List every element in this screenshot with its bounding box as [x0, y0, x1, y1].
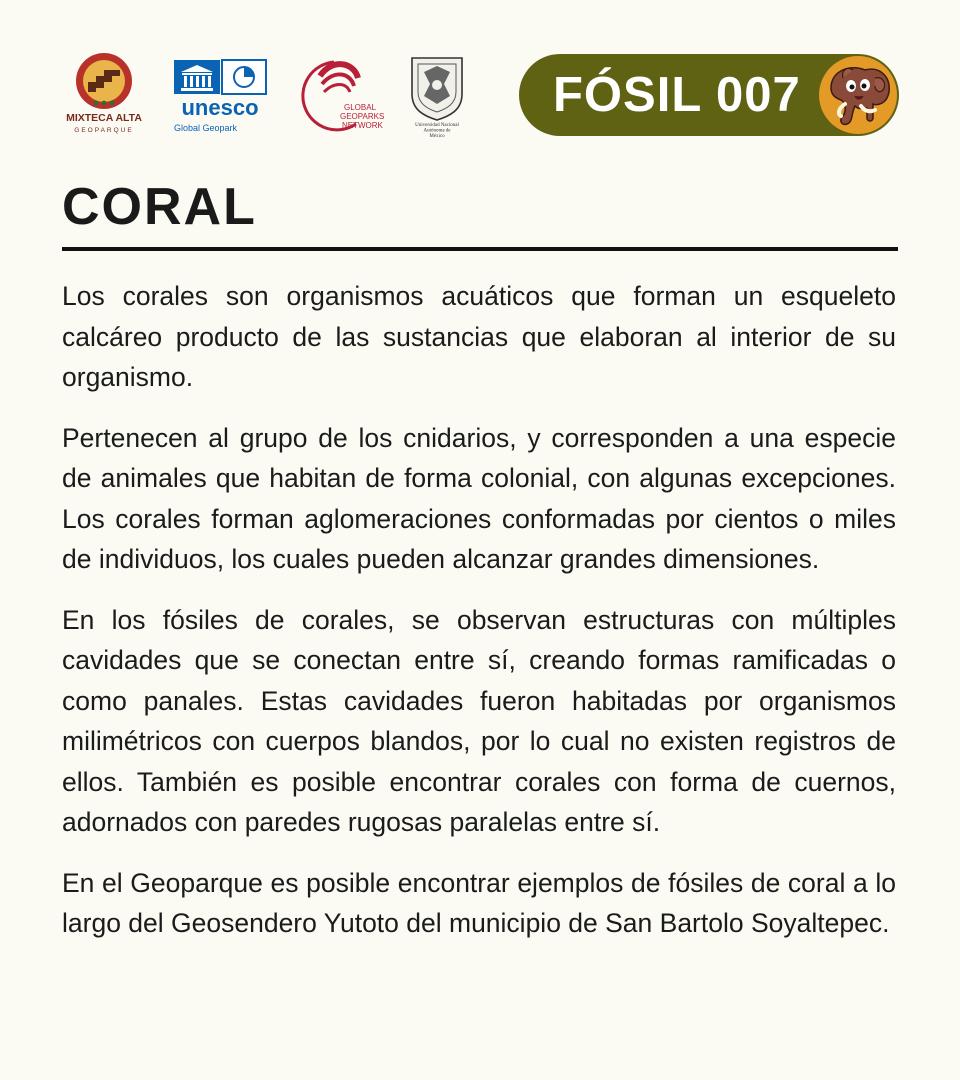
paragraph-intro: Los corales son organismos acuáticos que forman un esqueleto calcáreo producto de las sustancias que elaboran al interior de su organismo.	[62, 281, 896, 392]
body-text	[62, 276, 896, 964]
title-divider	[62, 247, 898, 251]
global-geoparks-network-logo	[284, 56, 386, 134]
unam-logo	[404, 54, 470, 138]
paragraph-cnidarios: Pertenecen al grupo de los cnidarios, y corresponden a una especie de animales que habitan de forma colonial, con algunas excepciones. Los corales forman aglomeraciones conformadas por cientos o miles de individuos, los cuales pueden alcanzar grandes dimensiones.	[62, 422, 896, 574]
unam-line1: Universidad Nacional	[415, 123, 459, 128]
unesco-name: unesco	[181, 95, 259, 120]
mixteca-line1: MIXTECA ALTA	[66, 112, 142, 124]
header	[0, 0, 960, 150]
page-title: CORAL	[62, 178, 257, 236]
unesco-global-geopark-logo	[172, 58, 270, 136]
mixteca-line2: GEOPARQUE	[74, 127, 134, 134]
ggn-line3: NETWORK	[342, 121, 383, 130]
fosil-number-label: FÓSIL 007	[553, 68, 801, 122]
unam-line2: Autónoma de	[423, 128, 451, 134]
mammoth-mascot-icon	[817, 54, 899, 136]
ggn-line2: GEOPARKS	[340, 112, 385, 121]
unesco-subtitle: Global Geopark	[174, 123, 238, 133]
mixteca-alta-geoparque-logo	[58, 52, 150, 136]
paragraph-fosiles: En los fósiles de corales, se observan estructuras con múltiples cavidades que se conectan entre sí, creando formas ramificadas o como panales. Estas cavidades fueron habitadas por organismos milimétricos con cuerpos blandos, por lo cual no existen registros de ellos. También es posible encontrar corales con forma de cuernos, adornados con paredes rugosas paralelas entre sí.	[62, 604, 896, 837]
ggn-line1: GLOBAL	[344, 103, 377, 112]
unam-line3: México	[429, 134, 445, 138]
paragraph-geoparque: En el Geoparque es posible encontrar ejemplos de fósiles de coral a lo largo del Geosendero Yutoto del municipio de San Bartolo Soyaltepec.	[62, 867, 896, 938]
fosil-number-badge	[519, 54, 899, 136]
